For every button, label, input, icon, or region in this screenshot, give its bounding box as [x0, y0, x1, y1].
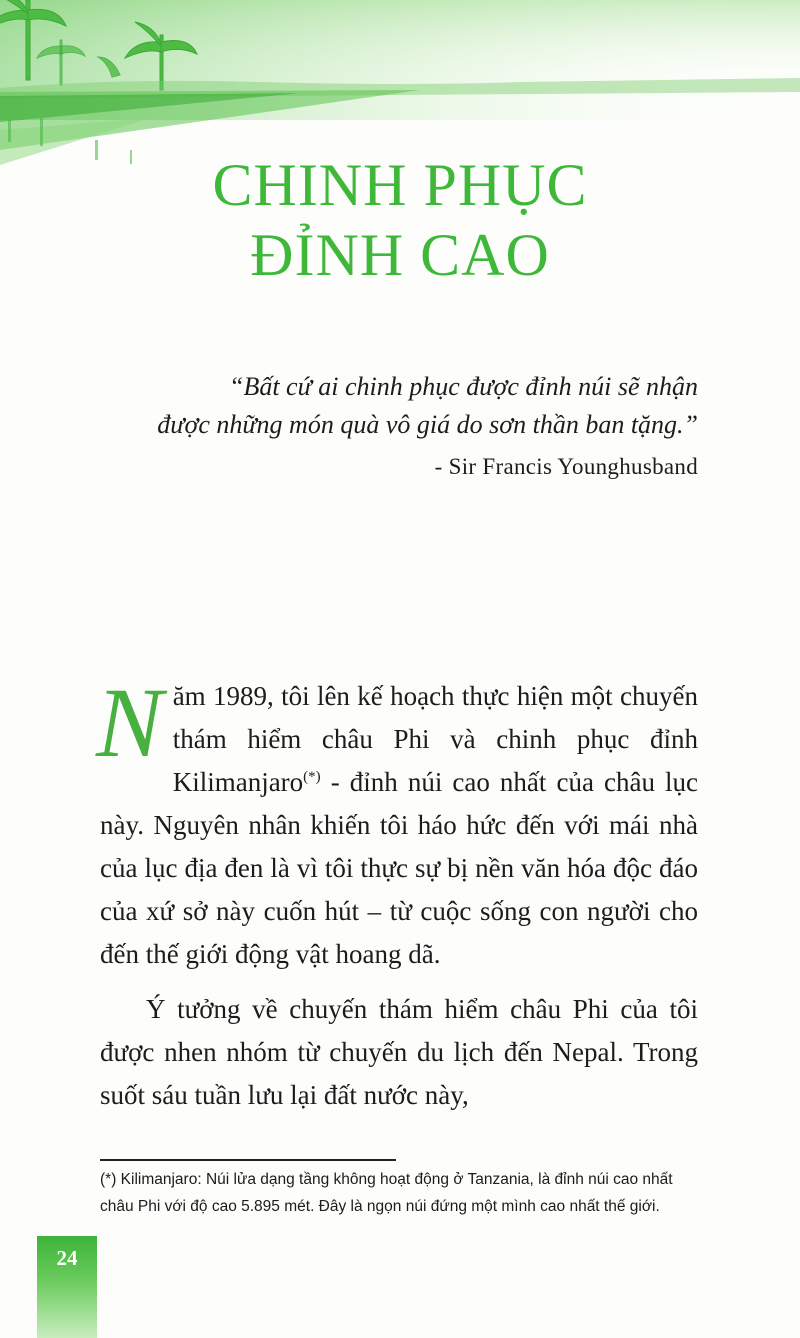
footnote [100, 1166, 700, 1220]
footnote-divider [100, 1159, 396, 1161]
footnote-reference[interactable]: (*) [303, 769, 321, 785]
epigraph-attribution: - Sir Francis Younghusband [434, 454, 698, 479]
footnote-line-1: (*) Kilimanjaro: Núi lửa dạng tầng không hoạt động ở Tanzania, là đỉnh núi cao nhất [100, 1171, 673, 1188]
chapter-title [0, 150, 800, 290]
quote-line-1: “Bất cứ ai chinh phục được đỉnh núi sẽ nhận [228, 372, 698, 401]
page-number-tab [37, 1236, 97, 1338]
chapter-title-line2: ĐỈNH CAO [250, 222, 550, 288]
paragraph-2: Ý tưởng về chuyến thám hiểm châu Phi của tôi được nhen nhóm từ chuyến du lịch đến Nepal. Trong suốt sáu tuần lưu lại đất nước này, [100, 994, 698, 1110]
epigraph-quote [138, 368, 698, 444]
body-text [96, 667, 698, 1117]
page-number: 24 [56, 1246, 78, 1270]
paragraph-1-start: ăm 1989, tôi lên kế hoạch thực hiện một chuyến thám hiểm châu Phi và chinh phục đỉnh Kilimanjaro [172, 681, 698, 797]
quote-line-2: được những món quà vô giá do sơn thần ban tặng.” [157, 410, 698, 439]
chapter-title-line1: CHINH PHỤC [212, 152, 588, 218]
paragraph-1 [96, 667, 698, 976]
footnote-line-2: châu Phi với độ cao 5.895 mét. Đây là ngọn núi đứng một mình cao nhất thế giới. [100, 1198, 660, 1215]
paragraph-1-end: - đỉnh núi cao nhất của châu lục này. Nguyên nhân khiến tôi háo hức đến với mái nhà của lục địa đen là vì tôi thực sự bị nền văn hóa độc đáo của xứ sở này cuốn hút – từ cuộc sống con người cho đến thế giới động vật hoang dã. [100, 767, 698, 969]
drop-cap: N [96, 667, 163, 778]
